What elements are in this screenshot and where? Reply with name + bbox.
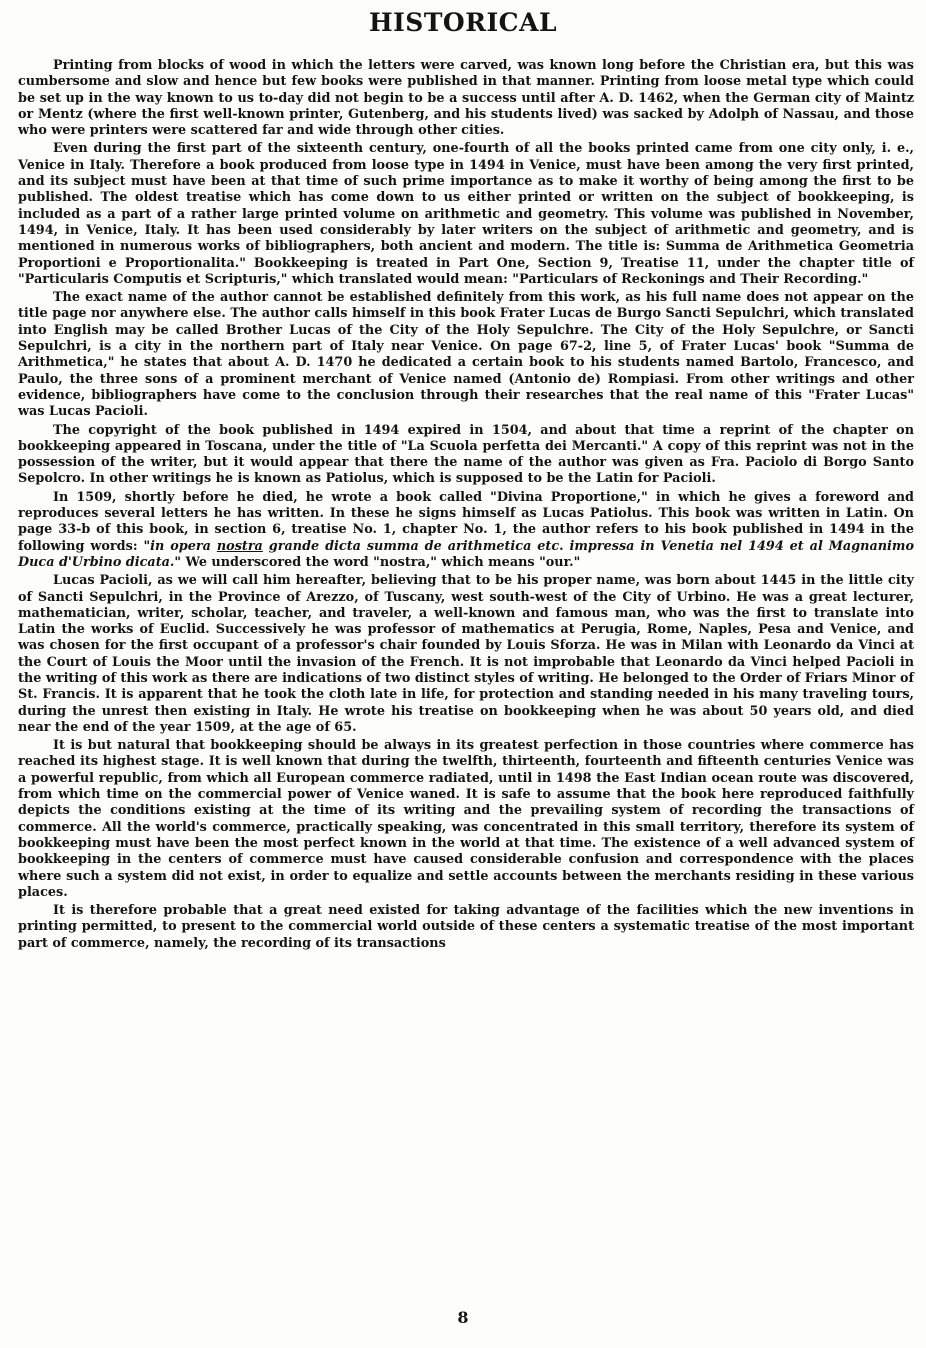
paragraph-5-tail: We underscored the word "nostra," which means "our."	[181, 554, 581, 570]
paragraph-4: The copyright of the book published in 1494 expired in 1504, and about that time a reprint of the chapter on bookkeeping appeared in Toscana, under the title of "La Scuola perfetta dei Mercanti." A copy of this reprint was not in the possession of the writer, but it would appear that there the name of the author was given as Fra. Paciolo di Borgo Santo Sepolcro. In other writings he is known as Patiolus, which is supposed to be the Latin for Pacioli.	[18, 422, 914, 487]
paragraph-7: It is but natural that bookkeeping should be always in its greatest perfection in those countries where commerce has reached its highest stage. It is well known that during the twelfth, thirteenth, fourteenth and fifteenth centuries Venice was a powerful republic, from which all European commerce radiated, until in 1498 the East Indian ocean route was discovered, from which time on the commercial power of Venice waned. It is safe to assume that the book here reproduced faithfully depicts the conditions existing at the time of its writing and the prevailing system of recording the transactions of commerce. All the world's commerce, practically speaking, was concentrated in this small territory, therefore its system of bookkeeping must have been the most perfect known in the world at that time. The existence of a well advanced system of bookkeeping in the centers of commerce must have caused considerable confusion and correspondence with the places where such a system did not exist, in order to equalize and settle accounts between the merchants residing in these various places.	[18, 738, 914, 900]
body-text	[18, 58, 914, 954]
paragraph-5	[18, 490, 914, 571]
latin-quote-end: grande dicta summa de arithmetica etc. impressa in Venetia nel 1494 et al Magnanimo Duca d'Urbino dicata."	[18, 538, 914, 570]
paragraph-3: The exact name of the author cannot be established definitely from this work, as his full name does not appear on the title page nor anywhere else. The author calls himself in this book Frater Lucas de Burgo Sancti Sepulchri, which translated into English may be called Brother Lucas of the City of the Holy Sepulchre. The City of the Holy Sepulchre, or Sancti Sepulchri, is a city in the northern part of Italy near Venice. On page 67-2, line 5, of Frater Lucas' book "Summa de Arithmetica," he states that about A. D. 1470 he dedicated a certain book to his students named Bartolo, Francesco, and Paulo, the three sons of a prominent merchant of Venice named (Antonio de) Rompiasi. From other writings and other evidence, bibliographers have come to the conclusion through their researches that the real name of this "Frater Lucas" was Lucas Pacioli.	[18, 290, 914, 420]
paragraph-6: Lucas Pacioli, as we will call him hereafter, believing that to be his proper name, was born about 1445 in the little city of Sancti Sepulchri, in the Province of Arezzo, of Tuscany, west south-west of the City of Urbino. He was a great lecturer, mathematician, writer, scholar, teacher, and traveler, a well-known and famous man, who was the first to translate into Latin the works of Euclid. Successively he was professor of mathematics at Perugia, Rome, Naples, Pesa and Venice, and was chosen for the first occupant of a professor's chair founded by Louis Sforza. He was in Milan with Leonardo da Vinci at the Court of Louis the Moor until the invasion of the French. It is not improbable that Leonardo da Vinci helped Pacioli in the writing of this work as there are indications of two distinct styles of writing. He belonged to the Order of Friars Minor of St. Francis. It is apparent that he took the cloth late in life, for protection and standing needed in his many traveling tours, during the unrest then existing in Italy. He wrote his treatise on bookkeeping when he was about 50 years old, and died near the end of the year 1509, at the age of 65.	[18, 573, 914, 735]
page-number: 8	[457, 1308, 469, 1327]
latin-quote-start: "in opera	[143, 538, 217, 554]
underscored-word: nostra	[216, 538, 263, 554]
paragraph-8: It is therefore probable that a great need existed for taking advantage of the facilities which the new inventions in printing permitted, to present to the commercial world outside of these centers a systematic treatise of the most important part of commerce, namely, the recording of its transactions	[18, 903, 914, 951]
paragraph-2: Even during the first part of the sixteenth century, one-fourth of all the books printed came from one city only, i. e., Venice in Italy. Therefore a book produced from loose type in 1494 in Venice, must have been among the very first printed, and its subject must have been at that time of such prime importance as to make it worthy of being among the first to be published. The oldest treatise which has come down to us either printed or written on the subject of bookkeeping, is included as a part of a rather large printed volume on arithmetic and geometry. This volume was published in November, 1494, in Venice, Italy. It has been used considerably by later writers on the subject of arithmetic and geometry, and is mentioned in numerous works of bibliographers, both ancient and modern. The title is: Summa de Arithmetica Geometria Proportioni e Proportionalita." Bookkeeping is treated in Part One, Section 9, Treatise 11, under the chapter title of "Particularis Computis et Scripturis," which translated would mean: "Particulars of Reckonings and Their Recording."	[18, 141, 914, 287]
page-title: HISTORICAL	[368, 8, 558, 37]
paragraph-1: Printing from blocks of wood in which the letters were carved, was known long before the Christian era, but this was cumbersome and slow and hence but few books were published in that manner. Printing from loose metal type which could be set up in the way known to us to-day did not begin to be a success until after A. D. 1462, when the German city of Maintz or Mentz (where the first well-known printer, Gutenberg, and his students lived) was sacked by Adolph of Nassau, and those who were printers were scattered far and wide through other cities.	[18, 58, 914, 139]
paragraph-5-text: In 1509, shortly before he died, he wrote a book called "Divina Proportione," in which he gives a foreword and reproduces several letters he has written. In these he signs himself as Lucas Patiolus. This book was written in Latin. On page 33-b of this book, in section 6, treatise No. 1, chapter No. 1, the author refers to his book published in 1494 in the following words:	[18, 489, 914, 554]
